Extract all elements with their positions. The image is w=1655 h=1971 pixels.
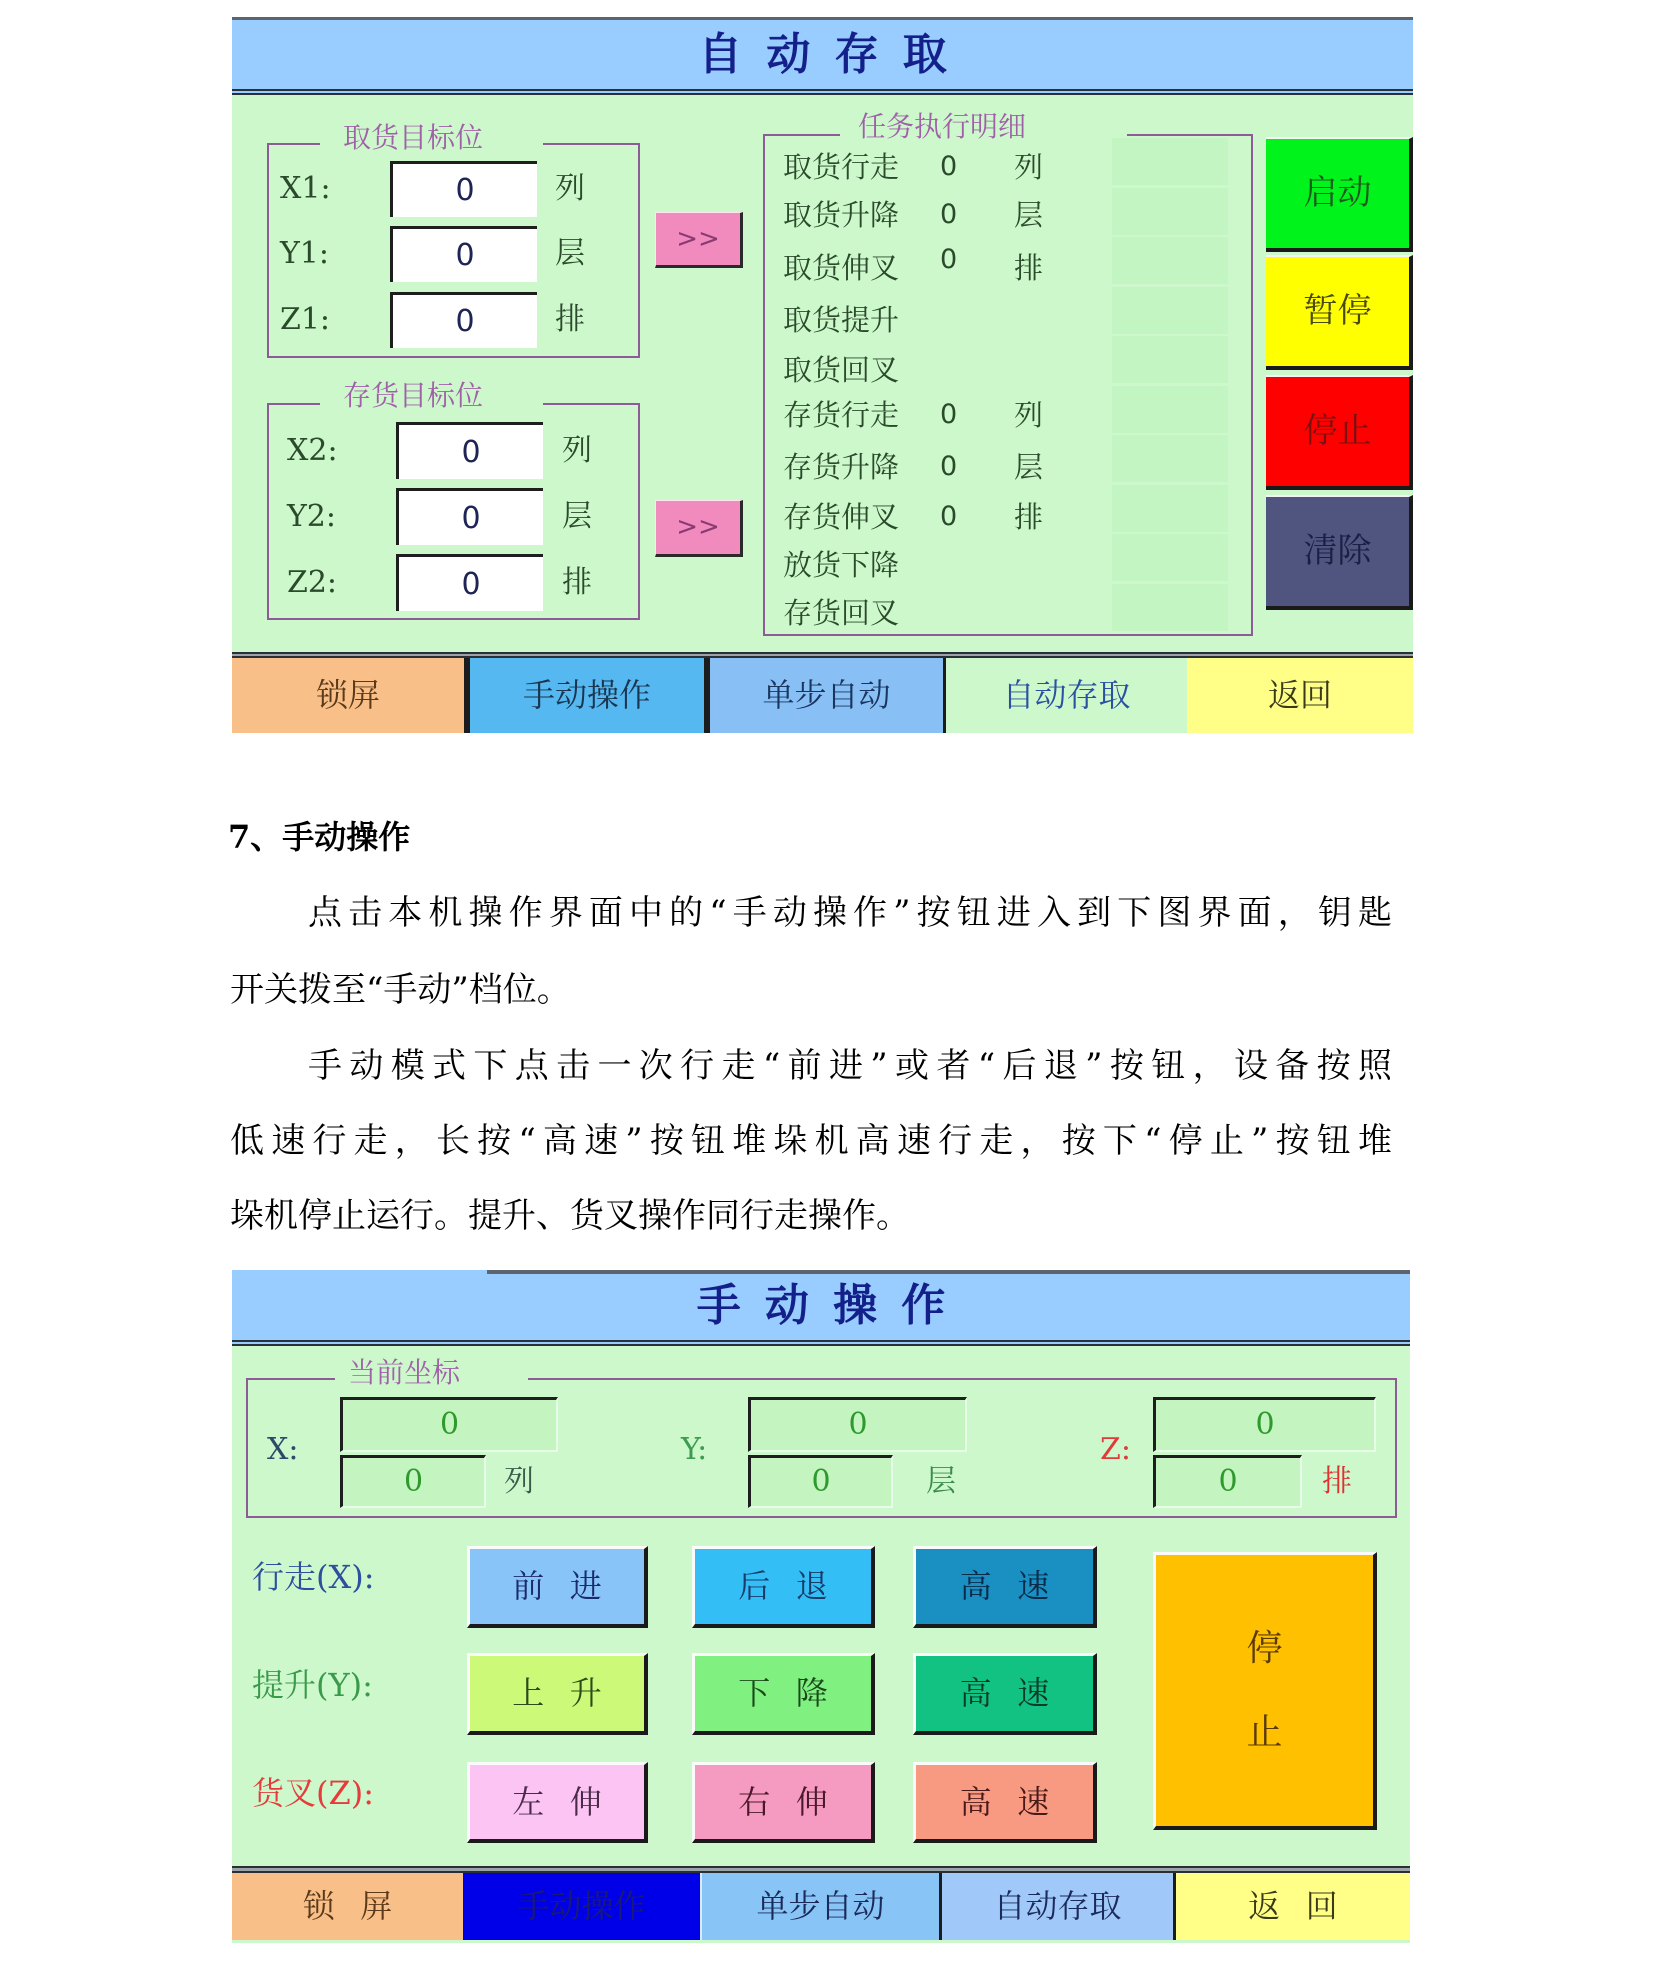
- task-row: [232, 143, 1413, 191]
- task-value: 0: [940, 501, 958, 532]
- x-position-display: 0: [340, 1397, 558, 1452]
- nav-bar: [232, 658, 1413, 733]
- current-coords-legend: 当前坐标: [335, 1357, 528, 1389]
- start-button[interactable]: 启动: [1266, 137, 1413, 252]
- lift-high-speed-button[interactable]: 高速: [913, 1653, 1097, 1735]
- x2-unit: 列: [562, 433, 592, 468]
- stop-button[interactable]: 停止: [1266, 375, 1413, 490]
- nav-lock-screen[interactable]: 锁屏: [232, 1873, 463, 1940]
- task-value: 0: [940, 151, 958, 182]
- nav-manual-operation[interactable]: 手动操作: [470, 658, 704, 733]
- fork-row-label: 货叉(Z):: [252, 1774, 374, 1812]
- y-position-display: 0: [748, 1397, 967, 1452]
- nav-back[interactable]: 返回: [1176, 1873, 1410, 1940]
- nav-single-step-auto[interactable]: 单步自动: [700, 1873, 939, 1940]
- task-label: 存货升降: [783, 450, 900, 484]
- z1-unit: 排: [555, 302, 585, 337]
- nav-auto-access[interactable]: 自动存取: [946, 658, 1187, 733]
- y-level-display: 0: [748, 1455, 893, 1508]
- nav-bar: [232, 1873, 1410, 1940]
- auto-access-panel: [232, 17, 1413, 733]
- task-value: 0: [940, 199, 958, 230]
- z2-label: Z2:: [287, 565, 338, 600]
- backward-button[interactable]: 后退: [692, 1546, 875, 1628]
- task-row: [232, 244, 1413, 292]
- fork-left-button[interactable]: 左伸: [467, 1762, 648, 1843]
- task-row: [232, 391, 1413, 439]
- nav-manual-operation[interactable]: 手动操作: [463, 1873, 700, 1940]
- paragraph-line: 点击本机操作界面中的“手动操作”按钮进入到下图界面，钥匙: [308, 893, 1392, 933]
- task-row: [232, 296, 1413, 344]
- forward-button[interactable]: 前进: [467, 1546, 648, 1628]
- y2-unit: 层: [562, 499, 592, 534]
- y-unit: 层: [926, 1464, 956, 1499]
- task-unit: 层: [1014, 198, 1044, 232]
- lower-button[interactable]: 下降: [692, 1653, 875, 1735]
- task-label: 存货伸叉: [783, 500, 900, 534]
- y1-label: Y1:: [280, 236, 329, 271]
- task-label: 取货升降: [783, 198, 900, 232]
- store-transfer-button[interactable]: >>: [655, 500, 743, 557]
- manual-stop-label: 停止: [1246, 1627, 1283, 1753]
- x-axis-label: X:: [267, 1432, 299, 1467]
- pick-transfer-button[interactable]: >>: [655, 212, 743, 268]
- z-unit: 排: [1322, 1464, 1352, 1499]
- task-unit: 排: [1014, 251, 1044, 285]
- task-unit: 列: [1014, 398, 1044, 432]
- task-unit: 列: [1014, 150, 1044, 184]
- task-value: 0: [940, 451, 958, 482]
- y-axis-label: Y:: [681, 1432, 708, 1467]
- paragraph-line: 垛机停止运行。提升、货叉操作同行走操作。: [230, 1196, 910, 1236]
- task-row: [232, 493, 1413, 541]
- task-label: 取货伸叉: [783, 251, 900, 285]
- title-bar: [232, 17, 1413, 95]
- store-target-legend: 存货目标位: [320, 380, 543, 412]
- x1-label: X1:: [280, 171, 331, 206]
- x1-unit: 列: [555, 171, 585, 206]
- pause-button[interactable]: 暂停: [1266, 255, 1413, 370]
- fork-right-button[interactable]: 右伸: [692, 1762, 875, 1843]
- task-label: 取货提升: [783, 303, 900, 337]
- x-column-display: 0: [340, 1455, 486, 1508]
- task-value: 0: [940, 244, 958, 275]
- task-detail-legend: 任务执行明细: [840, 111, 1127, 143]
- lift-row-label: 提升(Y):: [252, 1666, 373, 1704]
- x2-label: X2:: [287, 433, 338, 468]
- z-position-display: 0: [1153, 1397, 1376, 1452]
- task-unit: 层: [1014, 450, 1044, 484]
- task-row: [232, 443, 1413, 491]
- nav-auto-access[interactable]: 自动存取: [942, 1873, 1173, 1940]
- paragraph-line: 低速行走，长按“高速”按钮堆垛机高速行走，按下“停止”按钮堆: [230, 1121, 1392, 1161]
- nav-lock-screen[interactable]: 锁屏: [232, 658, 464, 733]
- task-label: 取货行走: [783, 150, 900, 184]
- fork-high-speed-button[interactable]: 高速: [913, 1762, 1097, 1843]
- nav-single-step-auto[interactable]: 单步自动: [710, 658, 943, 733]
- paragraph-line: 手动模式下点击一次行走“前进”或者“后退”按钮，设备按照: [308, 1046, 1392, 1086]
- pick-target-legend: 取货目标位: [320, 122, 543, 154]
- task-label: 取货回叉: [783, 353, 900, 387]
- task-unit: 排: [1014, 500, 1044, 534]
- task-label: 放货下降: [783, 548, 900, 582]
- y2-label: Y2:: [287, 499, 336, 534]
- panel-title: 手动操作: [696, 1280, 970, 1331]
- task-row: [232, 541, 1413, 589]
- travel-high-speed-button[interactable]: 高速: [913, 1546, 1097, 1628]
- task-row: [232, 191, 1413, 239]
- task-label: 存货行走: [783, 398, 900, 432]
- task-value: 0: [940, 399, 958, 430]
- panel-title: 自动存取: [698, 29, 971, 80]
- z1-label: Z1:: [280, 302, 331, 337]
- clear-button[interactable]: 清除: [1266, 495, 1413, 610]
- task-row: [232, 346, 1413, 394]
- task-row: [232, 589, 1413, 637]
- raise-button[interactable]: 上升: [467, 1653, 648, 1735]
- z-row-display: 0: [1153, 1455, 1302, 1508]
- travel-row-label: 行走(X):: [252, 1558, 375, 1596]
- manual-operation-panel: [232, 1270, 1410, 1943]
- y1-unit: 层: [555, 236, 585, 271]
- title-top-border: [487, 1270, 1410, 1274]
- title-bar: [232, 1270, 1410, 1346]
- nav-divider: [232, 1866, 1410, 1873]
- task-label: 存货回叉: [783, 596, 900, 630]
- x-unit: 列: [504, 1464, 534, 1499]
- z-axis-label: Z:: [1100, 1432, 1131, 1467]
- manual-stop-button[interactable]: [1153, 1552, 1377, 1830]
- paragraph-line: 开关拨至“手动”档位。: [230, 970, 571, 1010]
- nav-back[interactable]: 返回: [1187, 658, 1413, 733]
- z2-unit: 排: [562, 565, 592, 600]
- section-heading: 7、手动操作: [228, 818, 411, 856]
